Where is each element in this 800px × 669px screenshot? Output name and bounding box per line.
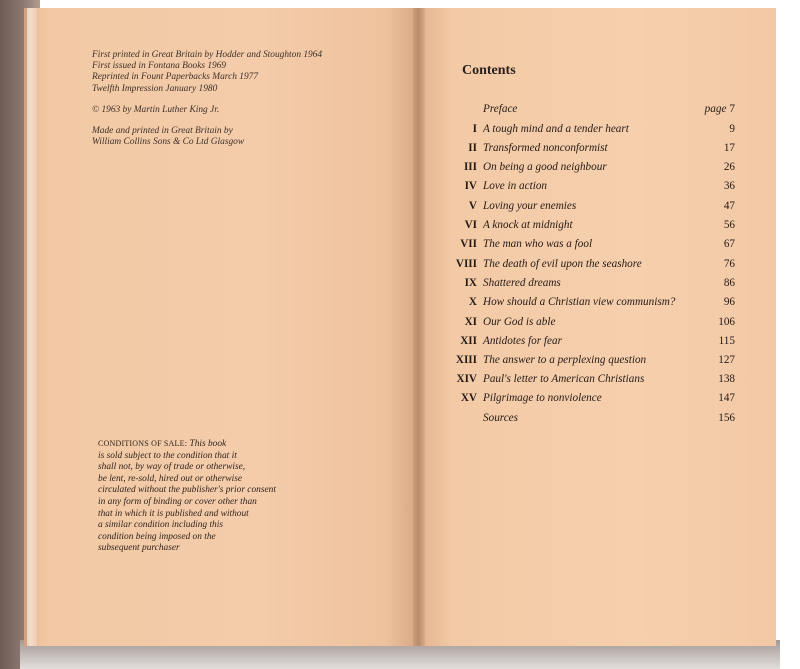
toc-title: The answer to a perplexing question (483, 354, 647, 366)
toc-title: The man who was a fool (483, 238, 593, 250)
toc-title: On being a good neighbour (483, 161, 607, 173)
toc-page: 7 (729, 103, 735, 115)
toc-title: Sources (483, 412, 519, 424)
toc-entry (430, 161, 735, 180)
toc-title: Pilgrimage to nonviolence (483, 392, 602, 404)
toc-page: 86 (723, 277, 735, 289)
toc-number: XI (464, 316, 477, 328)
toc-title: The death of evil upon the seashore (483, 258, 642, 270)
conditions-of-sale (98, 438, 328, 555)
toc-title: Paul's letter to American Christians (483, 373, 645, 385)
toc-number: XV (460, 392, 477, 404)
conditions-line: a similar condition including this (98, 520, 224, 531)
toc-entry (430, 277, 735, 296)
toc-entry (430, 142, 735, 161)
toc-number: IX (464, 277, 477, 289)
toc-number: XII (460, 335, 477, 347)
copyright-line: © 1963 by Martin Luther King Jr. (92, 104, 220, 115)
conditions-line: be lent, re-sold, hired out or otherwise (98, 473, 243, 484)
toc-number: I (472, 123, 477, 135)
conditions-line: condition being imposed on the (98, 531, 216, 542)
toc-title: Antidotes for fear (483, 335, 562, 347)
toc-page: 26 (723, 161, 735, 173)
toc-entry (430, 200, 735, 219)
conditions-caption: CONDITIONS OF SALE: (98, 439, 188, 448)
toc-page: 115 (718, 335, 735, 347)
toc-number: V (468, 200, 477, 212)
toc-entry (430, 316, 735, 335)
toc-page: 147 (718, 392, 735, 404)
imprint-line: First printed in Great Britain by Hodder and Stoughton 1964 (92, 50, 323, 60)
toc-entry-preface (430, 103, 735, 122)
toc-number: III (463, 161, 477, 173)
toc-title: Transformed nonconformist (483, 142, 608, 154)
book-gutter (413, 8, 425, 646)
toc-number: XIII (455, 354, 477, 366)
imprint-line: Reprinted in Fount Paperbacks March 1977 (92, 72, 259, 83)
toc-page: 138 (718, 373, 735, 385)
toc-page: 127 (718, 354, 735, 366)
toc-title: How should a Christian view communism? (483, 296, 676, 308)
conditions-line: is sold subject to the condition that it (98, 450, 237, 461)
toc-title: Shattered dreams (483, 277, 561, 289)
conditions-line: shall not, by way of trade or otherwise, (98, 462, 246, 473)
conditions-line: circulated without the publisher's prior consent (98, 485, 276, 496)
toc-page: 36 (723, 180, 735, 192)
imprint-line: Twelfth Impression January 1980 (92, 83, 218, 94)
toc-number: VII (460, 238, 477, 250)
toc-title: Our God is able (483, 316, 556, 328)
toc-title: Love in action (483, 180, 548, 192)
toc-number: XIV (456, 373, 477, 385)
toc-entry (430, 123, 735, 142)
toc-page: 47 (723, 200, 735, 212)
toc-page: 96 (723, 296, 735, 308)
toc-entry (430, 238, 735, 257)
toc-page: 156 (718, 412, 735, 424)
toc-entry (430, 354, 735, 373)
toc-entry (430, 258, 735, 277)
printer-line: William Collins Sons & Co Ltd Glasgow (92, 137, 245, 148)
toc-page: 76 (723, 258, 735, 270)
toc-page-prefix: page (704, 103, 727, 115)
toc-page: 106 (718, 316, 735, 328)
conditions-line: that in which it is published and without (98, 508, 249, 519)
toc-number: VIII (455, 258, 477, 270)
toc-number: X (468, 296, 477, 308)
toc-title: Loving your enemies (483, 200, 577, 212)
page-edges (27, 8, 37, 646)
toc-page: 67 (723, 238, 735, 250)
toc-page: 56 (723, 219, 735, 231)
toc-number: VI (464, 219, 477, 231)
toc-page: 9 (729, 123, 735, 135)
toc-entry (430, 335, 735, 354)
toc-page: 17 (723, 142, 735, 154)
contents-title: Contents (462, 63, 516, 78)
conditions-line: subsequent purchaser (98, 543, 180, 554)
imprint-block (92, 50, 392, 148)
toc-entry (430, 296, 735, 315)
toc-entry-sources (430, 412, 735, 431)
toc-title: Preface (483, 103, 518, 115)
toc-entry (430, 219, 735, 238)
toc-title: A tough mind and a tender heart (483, 123, 629, 135)
toc-number: IV (464, 180, 477, 192)
toc-entry (430, 373, 735, 392)
toc-title: A knock at midnight (483, 219, 573, 231)
toc-entry (430, 180, 735, 199)
printer-line: Made and printed in Great Britain by (92, 126, 233, 137)
imprint-line: First issued in Fontana Books 1969 (92, 61, 227, 72)
conditions-line: in any form of binding or cover other than (98, 496, 257, 507)
conditions-line: This book (189, 439, 227, 449)
toc-number: II (468, 142, 477, 154)
toc-entry (430, 392, 735, 411)
